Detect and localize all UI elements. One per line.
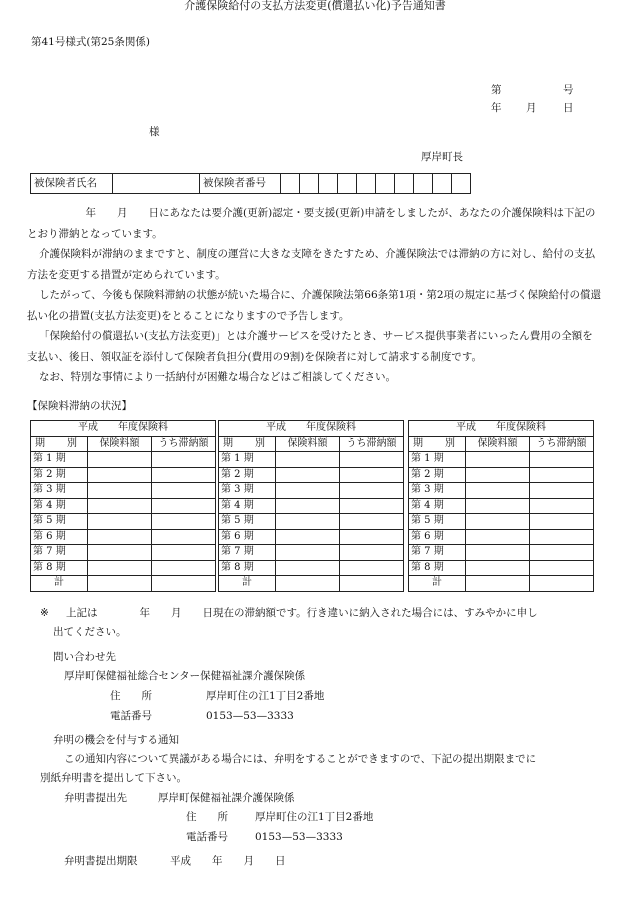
body-paragraph-1: 年 月 日にあなたは要介護(更新)認定・要支援(更新)申請をしましたが、あなたの介護保険料は下記のとおり滞納となっています。	[27, 207, 596, 240]
explain-tel-label: 電話番号	[186, 831, 228, 843]
premium-amount-cell[interactable]	[466, 452, 530, 468]
fiscal-year-title: 平成 年度保険料	[409, 421, 594, 437]
premium-header: 保険料額	[276, 436, 340, 452]
arrears-amount-cell[interactable]	[152, 467, 216, 483]
period-label: 第 6 期	[31, 529, 88, 545]
explain-line-1: この通知内容について異議がある場合には、弁明をすることができますので、下記の提出期限までに	[64, 753, 537, 765]
arrears-amount-cell[interactable]	[340, 514, 404, 530]
premium-amount-cell[interactable]	[276, 514, 340, 530]
doc-number-suffix: 号	[563, 84, 574, 96]
arrears-total-cell[interactable]	[152, 576, 216, 592]
insured-number-digit[interactable]	[338, 174, 357, 194]
period-label: 第 6 期	[219, 529, 276, 545]
premium-amount-cell[interactable]	[466, 545, 530, 561]
arrears-table	[218, 420, 404, 592]
explain-line-2: 別紙弁明書を提出して下さい。	[40, 772, 187, 784]
premium-amount-cell[interactable]	[88, 529, 152, 545]
period-label: 第 4 期	[409, 498, 466, 514]
period-label: 第 6 期	[409, 529, 466, 545]
arrears-table	[30, 420, 216, 592]
insured-number-digit[interactable]	[414, 174, 433, 194]
contact-tel: 0153—53—3333	[206, 710, 294, 722]
arrears-amount-cell[interactable]	[530, 529, 594, 545]
explain-tel: 0153—53—3333	[255, 831, 343, 843]
arrears-amount-cell[interactable]	[340, 498, 404, 514]
insured-number-digit[interactable]	[376, 174, 395, 194]
arrears-amount-cell[interactable]	[530, 483, 594, 499]
arrears-amount-cell[interactable]	[530, 514, 594, 530]
arrears-amount-cell[interactable]	[152, 545, 216, 561]
explain-address: 厚岸町住の江1丁目2番地	[255, 811, 374, 823]
form-number: 第41号様式(第25条関係)	[31, 36, 150, 48]
date-day: 日	[563, 102, 574, 114]
issuer: 厚岸町長	[421, 151, 463, 163]
premium-amount-cell[interactable]	[88, 483, 152, 499]
total-label: 計	[31, 576, 88, 592]
premium-header: 保険料額	[88, 436, 152, 452]
period-label: 第 8 期	[409, 560, 466, 576]
period-header: 期 別	[409, 436, 466, 452]
period-label: 第 3 期	[219, 483, 276, 499]
premium-amount-cell[interactable]	[466, 483, 530, 499]
note-mark: ※	[40, 607, 49, 619]
period-label: 第 4 期	[31, 498, 88, 514]
period-label: 第 7 期	[219, 545, 276, 561]
total-label: 計	[409, 576, 466, 592]
period-label: 第 8 期	[31, 560, 88, 576]
arrears-amount-cell[interactable]	[152, 529, 216, 545]
premium-amount-cell[interactable]	[276, 529, 340, 545]
period-label: 第 1 期	[409, 452, 466, 468]
date-year: 年	[491, 102, 502, 114]
arrears-table	[408, 420, 594, 592]
premium-total-cell[interactable]	[88, 576, 152, 592]
period-label: 第 8 期	[219, 560, 276, 576]
contact-address-label: 住 所	[110, 690, 152, 702]
period-label: 第 5 期	[219, 514, 276, 530]
doc-number-prefix: 第	[491, 84, 502, 96]
insured-id-table	[30, 173, 471, 194]
arrears-amount-cell[interactable]	[340, 545, 404, 561]
addressee-suffix: 様	[149, 126, 160, 138]
premium-total-cell[interactable]	[466, 576, 530, 592]
document-title: 介護保険給付の支払方法変更(償還払い化)予告通知書	[184, 0, 446, 12]
insured-number-digit[interactable]	[300, 174, 319, 194]
total-label: 計	[219, 576, 276, 592]
premium-amount-cell[interactable]	[466, 529, 530, 545]
contact-office: 厚岸町保健福祉総合センター保健福祉課介護保険係	[64, 670, 306, 682]
insured-number-digit[interactable]	[281, 174, 300, 194]
contact-tel-label: 電話番号	[110, 710, 152, 722]
period-label: 第 7 期	[31, 545, 88, 561]
premium-amount-cell[interactable]	[88, 452, 152, 468]
arrears-amount-cell[interactable]	[152, 560, 216, 576]
arrears-total-cell[interactable]	[530, 576, 594, 592]
fiscal-year-title: 平成 年度保険料	[219, 421, 404, 437]
arrears-header: うち滞納額	[152, 436, 216, 452]
period-label: 第 7 期	[409, 545, 466, 561]
insured-name-field[interactable]	[113, 174, 200, 194]
arrears-header: うち滞納額	[340, 436, 404, 452]
insured-number-digit[interactable]	[452, 174, 471, 194]
explain-heading: 弁明の機会を付与する通知	[53, 734, 179, 746]
arrears-amount-cell[interactable]	[340, 467, 404, 483]
insured-number-digit[interactable]	[357, 174, 376, 194]
body-paragraph-3: したがって、今後も保険料滞納の状態が続いた場合に、介護保険法第66条第1項・第2項の規定に基づく保険給付の償還払い化の措置(支払方法変更)をとることになりますので予告します。	[27, 289, 602, 322]
premium-amount-cell[interactable]	[276, 452, 340, 468]
premium-total-cell[interactable]	[276, 576, 340, 592]
premium-amount-cell[interactable]	[276, 467, 340, 483]
note-line-2: 出てください。	[53, 626, 127, 638]
fiscal-year-title: 平成 年度保険料	[31, 421, 216, 437]
explain-deadline: 平成 年 月 日	[170, 855, 286, 867]
date-month: 月	[526, 102, 537, 114]
arrears-total-cell[interactable]	[340, 576, 404, 592]
period-header: 期 別	[31, 436, 88, 452]
premium-amount-cell[interactable]	[276, 560, 340, 576]
body-paragraph-4: 「保険給付の償還払い(支払方法変更)」とは介護サービスを受けたとき、サービス提供事業者にいったん費用の全額を支払い、後日、領収証を添付して保険者負担分(費用の9割)を保険者に対して請求する制度です。	[27, 330, 593, 363]
premium-amount-cell[interactable]	[466, 467, 530, 483]
arrears-amount-cell[interactable]	[340, 483, 404, 499]
note-line-1: 上記は 年 月 日現在の滞納額です。行き違いに納入された場合には、すみやかに申し	[66, 607, 538, 619]
arrears-amount-cell[interactable]	[340, 529, 404, 545]
arrears-amount-cell[interactable]	[152, 483, 216, 499]
insured-number-digit[interactable]	[319, 174, 338, 194]
arrears-header: うち滞納額	[530, 436, 594, 452]
contact-heading: 問い合わせ先	[53, 651, 116, 663]
arrears-amount-cell[interactable]	[152, 452, 216, 468]
insured-name-label: 被保険者氏名	[31, 174, 113, 194]
period-label: 第 3 期	[31, 483, 88, 499]
premium-amount-cell[interactable]	[466, 498, 530, 514]
arrears-amount-cell[interactable]	[530, 498, 594, 514]
period-label: 第 2 期	[409, 467, 466, 483]
explain-deadline-label: 弁明書提出期限	[64, 855, 138, 867]
premium-amount-cell[interactable]	[88, 498, 152, 514]
arrears-amount-cell[interactable]	[340, 560, 404, 576]
arrears-amount-cell[interactable]	[530, 560, 594, 576]
contact-address: 厚岸町住の江1丁目2番地	[206, 690, 325, 702]
premium-amount-cell[interactable]	[276, 483, 340, 499]
explain-destination-label: 弁明書提出先	[64, 792, 127, 804]
insured-number-digit[interactable]	[433, 174, 452, 194]
body-paragraph-5: なお、特別な事情により一括納付が困難な場合などはご相談してください。	[39, 371, 396, 383]
arrears-amount-cell[interactable]	[530, 545, 594, 561]
explain-address-label: 住 所	[186, 811, 228, 823]
arrears-amount-cell[interactable]	[530, 467, 594, 483]
body-paragraph-2: 介護保険料が滞納のままですと、制度の運営に大きな支障をきたすため、介護保険法では滞納の方に対し、給付の支払方法を変更する措置が定められています。	[27, 248, 596, 281]
period-header: 期 別	[219, 436, 276, 452]
premium-amount-cell[interactable]	[88, 514, 152, 530]
premium-amount-cell[interactable]	[88, 545, 152, 561]
premium-amount-cell[interactable]	[88, 560, 152, 576]
insured-number-label: 被保険者番号	[200, 174, 281, 194]
period-label: 第 5 期	[409, 514, 466, 530]
arrears-amount-cell[interactable]	[340, 452, 404, 468]
notice-body	[27, 203, 603, 388]
premium-header: 保険料額	[466, 436, 530, 452]
premium-amount-cell[interactable]	[276, 545, 340, 561]
explain-destination: 厚岸町保健福祉課介護保険係	[158, 792, 295, 804]
premium-amount-cell[interactable]	[466, 560, 530, 576]
premium-amount-cell[interactable]	[88, 467, 152, 483]
arrears-amount-cell[interactable]	[530, 452, 594, 468]
period-label: 第 4 期	[219, 498, 276, 514]
period-label: 第 3 期	[409, 483, 466, 499]
period-label: 第 2 期	[219, 467, 276, 483]
period-label: 第 1 期	[219, 452, 276, 468]
period-label: 第 1 期	[31, 452, 88, 468]
arrears-heading: 【保険料滞納の状況】	[27, 400, 132, 412]
period-label: 第 5 期	[31, 514, 88, 530]
period-label: 第 2 期	[31, 467, 88, 483]
insured-number-digit[interactable]	[395, 174, 414, 194]
premium-amount-cell[interactable]	[466, 514, 530, 530]
arrears-amount-cell[interactable]	[152, 514, 216, 530]
premium-amount-cell[interactable]	[276, 498, 340, 514]
arrears-amount-cell[interactable]	[152, 498, 216, 514]
